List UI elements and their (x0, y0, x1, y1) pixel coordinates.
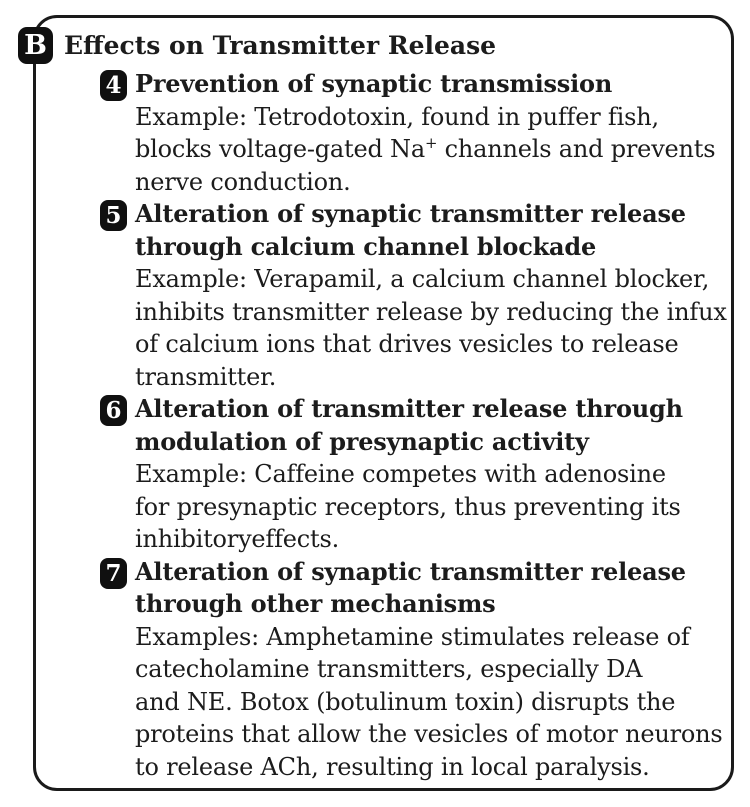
item-body-line: and NE. Botox (botulinum toxin) disrupts the (135, 687, 676, 716)
list-item-6 (100, 393, 727, 556)
body-text-post: channels and prevents (437, 135, 716, 163)
item-heading-line: Prevention of synaptic transmission (135, 69, 613, 98)
superscript-plus: + (424, 134, 438, 152)
item-number-badge: 5 (100, 200, 127, 231)
item-body-line: Example: Verapamil, a calcium channel blocker, (135, 265, 710, 293)
item-number-badge: 7 (100, 558, 127, 589)
item-heading-line: Alteration of synaptic transmitter release (135, 556, 686, 586)
body-text-pre: blocks voltage-gated Na (135, 135, 425, 163)
item-body-line (135, 133, 727, 166)
item-body-line: transmitter. (135, 362, 277, 391)
panel-label-badge (18, 27, 53, 64)
item-number-badge: 6 (100, 395, 127, 426)
panel-title: Effects on Transmitter Release (64, 31, 497, 60)
item-heading-line: through other mechanisms (135, 589, 496, 618)
item-body-line: to release ACh, resulting in local paralysis. (135, 752, 650, 781)
item-heading-line: through calcium channel blockade (135, 231, 597, 261)
list-item-7 (100, 556, 727, 784)
item-heading-line: Alteration of synaptic transmitter release (135, 199, 686, 228)
item-body-line: inhibits transmitter release by reducing the infux (135, 297, 727, 326)
figure-panel (24, 15, 734, 791)
item-body-line: of calcium ions that drives vesicles to release (135, 330, 679, 358)
list-item-4 (100, 68, 727, 198)
item-number-badge: 4 (100, 70, 127, 101)
item-body-line: Examples: Amphetamine stimulates release of (135, 622, 690, 651)
item-body-line: catecholamine transmitters, especially DA (135, 655, 643, 683)
item-heading-line: Alteration of transmitter release through (135, 394, 683, 423)
item-body-line: proteins that allow the vesicles of motor neurons (135, 720, 723, 748)
item-body-line: inhibitoryeffects. (135, 525, 340, 553)
panel-content (100, 68, 727, 783)
item-body-line: for presynaptic receptors, thus preventing its (135, 492, 681, 521)
item-body-line: Example: Caffeine competes with adenosine (135, 460, 666, 488)
list-item-5 (100, 198, 727, 393)
panel-label-text: B (24, 30, 47, 61)
item-body-line: Example: Tetrodotoxin, found in puffer fish, (135, 102, 659, 131)
item-body-line: nerve conduction. (135, 167, 351, 196)
item-heading-line: modulation of presynaptic activity (135, 426, 589, 456)
